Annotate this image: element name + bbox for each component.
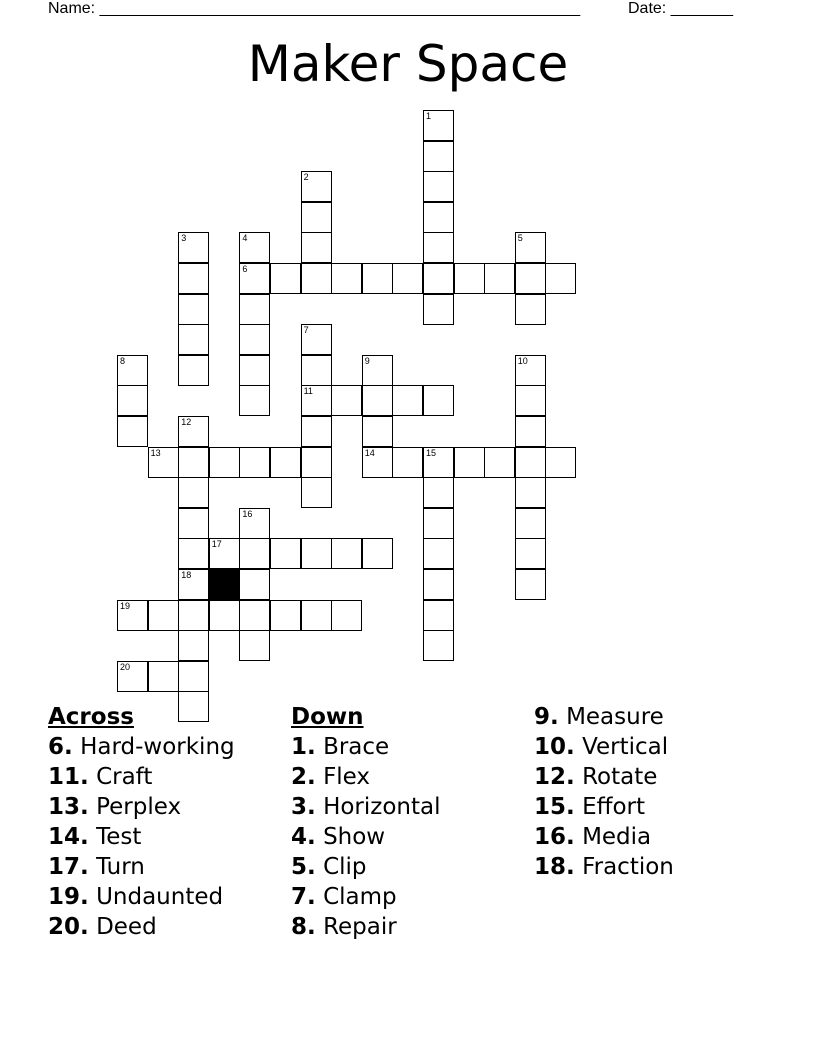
- clue-down-12: 12. Rotate: [534, 764, 658, 790]
- grid-cell[interactable]: [545, 447, 576, 478]
- clue-number: 19: [120, 600, 131, 611]
- grid-cell[interactable]: [301, 538, 332, 569]
- grid-cell[interactable]: [301, 263, 332, 294]
- grid-cell[interactable]: [392, 263, 423, 294]
- grid-cell[interactable]: [454, 263, 485, 294]
- grid-cell[interactable]: [178, 324, 209, 355]
- grid-cell[interactable]: [423, 538, 454, 569]
- grid-cell[interactable]: [270, 447, 301, 478]
- grid-cell[interactable]: [178, 355, 209, 386]
- grid-cell[interactable]: [362, 385, 393, 416]
- page-title: Maker Space: [247, 35, 569, 93]
- grid-cell[interactable]: [423, 110, 454, 141]
- grid-cell[interactable]: [239, 447, 270, 478]
- grid-cell[interactable]: [545, 263, 576, 294]
- grid-cell[interactable]: [178, 569, 209, 600]
- grid-cell[interactable]: [239, 538, 270, 569]
- grid-cell[interactable]: [148, 600, 179, 631]
- clue-down-4: 4. Show: [291, 824, 386, 850]
- clue-across-14: 14. Test: [48, 824, 142, 850]
- grid-cell[interactable]: [515, 538, 546, 569]
- grid-cell[interactable]: [178, 477, 209, 508]
- grid-cell[interactable]: [484, 447, 515, 478]
- clue-number: 13: [150, 447, 161, 458]
- grid-cell[interactable]: [331, 538, 362, 569]
- grid-cell[interactable]: [484, 263, 515, 294]
- grid-cell[interactable]: [178, 661, 209, 692]
- grid-cell[interactable]: [178, 538, 209, 569]
- grid-cell[interactable]: [515, 385, 546, 416]
- clue-number: 3: [181, 233, 187, 244]
- clue-down-7: 7. Clamp: [291, 884, 397, 910]
- grid-cell[interactable]: [301, 355, 332, 386]
- grid-cell[interactable]: [423, 477, 454, 508]
- grid-cell[interactable]: [423, 141, 454, 172]
- grid-cell[interactable]: [178, 294, 209, 325]
- grid-cell[interactable]: [515, 232, 546, 263]
- clue-number: 2: [303, 172, 309, 183]
- clue-number: 14: [364, 447, 375, 458]
- grid-cell[interactable]: [301, 477, 332, 508]
- grid-cell[interactable]: [301, 385, 332, 416]
- grid-cell[interactable]: [301, 171, 332, 202]
- grid-cell[interactable]: [362, 263, 393, 294]
- down-clues-continued: [534, 702, 674, 882]
- clue-down-9: 9. Measure: [534, 704, 664, 730]
- grid-cell[interactable]: [423, 600, 454, 631]
- grid-cell[interactable]: [270, 600, 301, 631]
- grid-cell[interactable]: [423, 630, 454, 661]
- grid-cell[interactable]: [239, 508, 270, 539]
- grid-cell[interactable]: [301, 416, 332, 447]
- clue-number: 10: [517, 355, 528, 366]
- down-heading: Down: [291, 704, 364, 730]
- grid-cell[interactable]: [301, 202, 332, 233]
- grid-cell[interactable]: [331, 263, 362, 294]
- grid-cell[interactable]: [515, 447, 546, 478]
- clue-down-3: 3. Horizontal: [291, 794, 441, 820]
- clue-number: 12: [181, 417, 192, 427]
- grid-cell[interactable]: [117, 355, 148, 386]
- clue-number: 7: [303, 325, 309, 336]
- grid-cell[interactable]: [178, 447, 209, 478]
- grid-cell[interactable]: [423, 232, 454, 263]
- grid-cell[interactable]: [301, 600, 332, 631]
- grid-cell[interactable]: [178, 263, 209, 294]
- grid-cell[interactable]: [515, 263, 546, 294]
- grid-cell[interactable]: [515, 477, 546, 508]
- grid-cell[interactable]: [423, 385, 454, 416]
- clue-number: 18: [181, 570, 192, 580]
- grid-cell[interactable]: [178, 416, 209, 447]
- grid-cell[interactable]: [515, 569, 546, 600]
- grid-cell[interactable]: [362, 538, 393, 569]
- clue-down-2: 2. Flex: [291, 764, 371, 790]
- clue-number: 20: [120, 661, 131, 672]
- clue-across-13: 13. Perplex: [48, 794, 182, 820]
- across-heading: Across: [48, 704, 134, 730]
- grid-cell[interactable]: [423, 508, 454, 539]
- grid-cell[interactable]: [148, 661, 179, 692]
- grid-cell[interactable]: [117, 661, 148, 692]
- grid-cell[interactable]: [239, 263, 270, 294]
- clue-down-10: 10. Vertical: [534, 734, 669, 760]
- grid-cell[interactable]: [515, 294, 546, 325]
- grid-cell[interactable]: [423, 294, 454, 325]
- grid-cell[interactable]: [239, 232, 270, 263]
- grid-cell[interactable]: [423, 202, 454, 233]
- clue-number: 9: [364, 355, 370, 366]
- grid-cell[interactable]: [362, 416, 393, 447]
- grid-cell[interactable]: [239, 569, 270, 600]
- clue-number: 5: [517, 233, 523, 244]
- grid-cell[interactable]: [423, 171, 454, 202]
- clue-down-5: 5. Clip: [291, 854, 367, 880]
- clue-down-16: 16. Media: [534, 824, 652, 850]
- grid-cell[interactable]: [362, 355, 393, 386]
- grid-cell[interactable]: [239, 630, 270, 661]
- grid-cell[interactable]: [117, 600, 148, 631]
- clue-down-1: 1. Brace: [291, 734, 390, 760]
- grid-cell[interactable]: [301, 324, 332, 355]
- clue-across-19: 19. Undaunted: [48, 884, 224, 910]
- clue-number: 6: [242, 264, 248, 274]
- grid-cell[interactable]: [209, 447, 240, 478]
- grid-cell[interactable]: [178, 232, 209, 263]
- grid-cell[interactable]: [362, 447, 393, 478]
- grid-cell[interactable]: [515, 355, 546, 386]
- clue-number: 15: [426, 447, 437, 458]
- grid-cell[interactable]: [392, 385, 423, 416]
- grid-cell[interactable]: [270, 263, 301, 294]
- clue-number: 16: [242, 508, 253, 519]
- clue-down-18: 18. Fraction: [534, 854, 674, 880]
- grid-cell[interactable]: [209, 600, 240, 631]
- grid-cell[interactable]: [117, 385, 148, 416]
- grid-cell[interactable]: [301, 447, 332, 478]
- grid-cell[interactable]: [148, 447, 179, 478]
- clue-down-15: 15. Effort: [534, 794, 645, 820]
- clue-across-11: 11. Craft: [48, 764, 153, 790]
- grid-cell[interactable]: [178, 600, 209, 631]
- grid-cell[interactable]: [178, 508, 209, 539]
- grid-cell[interactable]: [423, 447, 454, 478]
- grid-cell[interactable]: [270, 538, 301, 569]
- grid-cell[interactable]: [331, 385, 362, 416]
- grid-cell[interactable]: [331, 600, 362, 631]
- grid-cell[interactable]: [117, 416, 148, 447]
- grid-cell[interactable]: [392, 447, 423, 478]
- clue-number: 8: [120, 355, 126, 366]
- clue-down-8: 8. Repair: [291, 914, 397, 940]
- clue-number: 17: [211, 539, 222, 550]
- grid-cell[interactable]: [301, 232, 332, 263]
- clue-number: 4: [242, 233, 248, 244]
- clue-across-17: 17. Turn: [48, 854, 145, 880]
- grid-cell[interactable]: [454, 447, 485, 478]
- grid-cell[interactable]: [515, 416, 546, 447]
- grid-cell[interactable]: [423, 569, 454, 600]
- grid-cell[interactable]: [423, 263, 454, 294]
- down-clues: [291, 702, 441, 942]
- grid-cell[interactable]: [178, 630, 209, 661]
- clue-across-6: 6. Hard-working: [48, 734, 235, 760]
- grid-cell[interactable]: [209, 538, 240, 569]
- grid-cell[interactable]: [239, 294, 270, 325]
- grid-cell[interactable]: [239, 600, 270, 631]
- clue-number: 11: [303, 386, 313, 397]
- grid-cell[interactable]: [239, 385, 270, 416]
- date-field[interactable]: Date: _______: [628, 0, 733, 17]
- across-clues: [48, 702, 235, 942]
- grid-cell[interactable]: [239, 324, 270, 355]
- clue-number: 1: [426, 111, 432, 121]
- black-cell: [209, 569, 240, 600]
- name-field[interactable]: Name: ______________________________________________________: [48, 0, 581, 17]
- grid-cell[interactable]: [239, 355, 270, 386]
- clue-across-20: 20. Deed: [48, 914, 157, 940]
- grid-cell[interactable]: [515, 508, 546, 539]
